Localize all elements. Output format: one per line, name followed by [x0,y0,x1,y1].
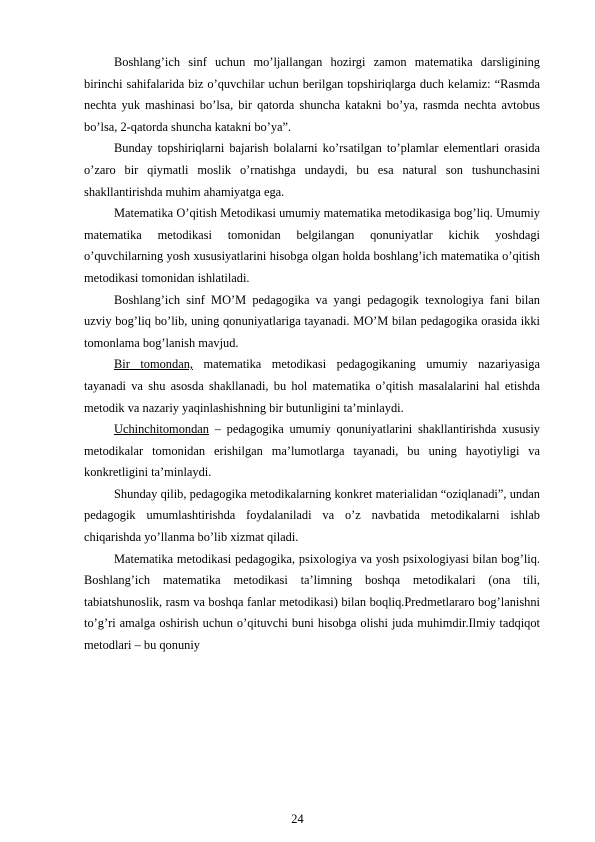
paragraph-5 [84,354,540,419]
underlined-lead: Uchinchitomondan [114,422,209,437]
paragraph-text: – pedagogika umumiy qonuniyatlarini shakllantirishda xususiy metodikalar tomonidan erishilgan ma’lumotlarga tayanadi, bu uning hayotiyligi va konkretligini ta’minlaydi. [84,422,540,480]
paragraph-4 [84,290,540,355]
paragraph-text: Matematika O’qitish Metodikasi umumiy matematika metodikasiga bog’liq. Umumiy matematika metodikasi tomonidan belgilangan qonuniyatlar kichik yoshdagi o’quvchilarning yosh xususiyatlarini hisobga olgan holda boshlang’ich matematika o’qitish metodikasi tomonidan ishlatiladi. [84,206,540,285]
paragraph-text: Boshlang’ich sinf MO’M pedagogika va yangi pedagogik texnologiya fani bilan uzviy bog’liq bo’lib, uning qonuniyatlariga tayanadi. MO’M bilan pedagogika orasida ikki tomonlama bog’lanish mavjud. [84,292,540,350]
paragraph-8 [84,549,540,657]
paragraph-text: Matematika metodikasi pedagogika, psixologiya va yosh psixologiyasi bilan bog’liq. Boshlang’ich matematika metodikasi ta’limning boshqa metodikalari (ona tili, tabiatshunoslik, rasm va boshqa fanlar metodikasi) bilan boqliq.Predmetlararo bog’lanishni to’g’ri amalga oshirish uchun o’qituvchi buni hisobga olishi juda muhimdir.Ilmiy tadqiqot metodlari – bu qonuniy [84,551,540,653]
paragraph-1 [84,52,540,138]
paragraph-text: Bunday topshiriqlarni bajarish bolalarni ko’rsatilgan to’plamlar elementlari orasida o’zaro bir qiymatli moslik o’rnatishga undaydi, bu esa natural son tushunchasini shakllantirishda muhim ahamiyatga ega. [84,141,540,199]
body-text [84,52,540,657]
page-number: 24 [291,812,304,826]
paragraph-2 [84,138,540,203]
paragraph-text: Shunday qilib, pedagogika metodikalarning konkret materialidan “oziqlanadi”, undan pedagogik umumlashtirishda foydalaniladi va o’z navbatida metodikalarni ishlab chiqarishda yo’llanma bo’lib xizmat qiladi. [84,486,540,545]
paragraph-6 [84,419,540,484]
underlined-lead: Bir tomondan, [114,357,193,372]
paragraph-text: matematika metodikasi pedagogikaning umumiy nazariyasiga tayanadi va shu asosda shakllanadi, bu hol matematika o’qitish masalalarini hal etishda metodik va nazariy yaqinlashishning bir butunligini ta’minlaydi. [84,357,540,415]
paragraph-3 [84,203,540,289]
paragraph-7 [84,484,540,549]
paragraph-text: Boshlang’ich sinf uchun mo’ljallangan hozirgi zamon matematika darsligining birinchi sahifalarida biz o’quvchilar uchun berilgan topshiriqlarga duch kelamiz: “Rasmda nechta yuk mashinasi bo’lsa, bir qatorda shuncha katakni bo’ya, rasmda nechta avtobus bo’lsa, 2-qatorda shuncha katakni bo’ya”. [84,55,540,134]
